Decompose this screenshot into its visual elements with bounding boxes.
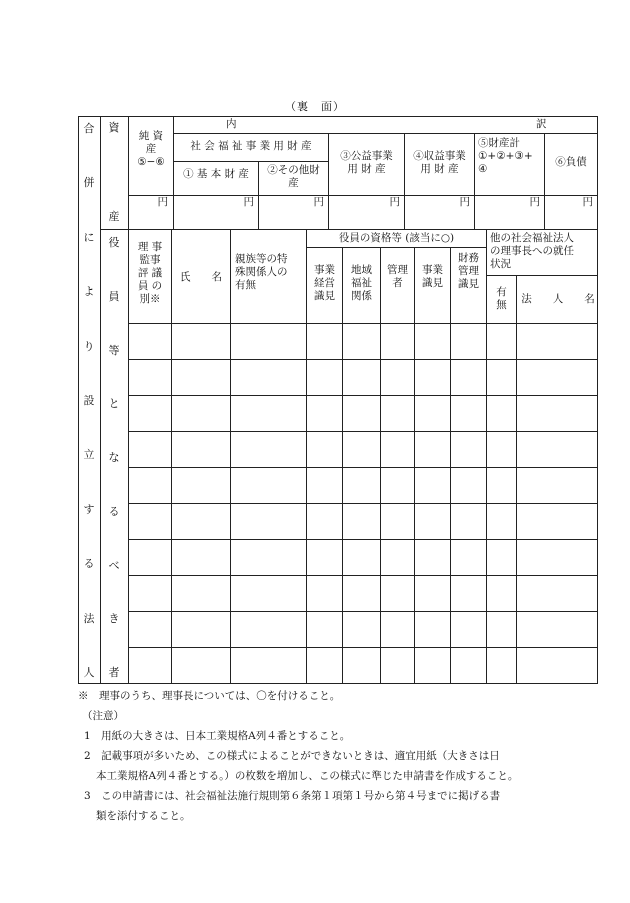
basic-assets-yen: 円 — [243, 196, 254, 208]
note-2-line2: 本工業規格A列４番とする。）の枚数を増加し、この様式に準じた申請書を作成すること。 — [96, 770, 519, 782]
officer-row-divider — [128, 611, 598, 612]
officer-row-divider — [128, 467, 598, 468]
total-assets-yen: 円 — [529, 196, 540, 208]
qualifications-header: 役員の資格等 (該当に○) — [338, 232, 455, 244]
merger-label-char: る — [83, 557, 95, 570]
debt-header: ⑥負債 — [555, 156, 587, 168]
note-1: 1 用紙の大きさは、日本工業規格A列４番とすること。 — [84, 730, 351, 742]
note-3-line2: 類を添付すること。 — [96, 810, 191, 822]
debt-yen: 円 — [582, 196, 593, 208]
other-corp-header: 他の社会福祉法人 の理事長への就任 状況 — [490, 232, 574, 270]
other-assets-yen: 円 — [313, 196, 324, 208]
officer-row-divider — [128, 575, 598, 576]
merger-label-char: に — [83, 231, 95, 244]
welfare-assets-header: 社 会 福 祉 事 業 用 財 産 — [190, 140, 312, 152]
officer-row-divider — [128, 395, 598, 396]
net-assets-yen: 円 — [157, 196, 168, 208]
public-assets-header: ③公益事業 用 財 産 — [340, 150, 393, 175]
application-form-table — [78, 116, 598, 684]
officers-label-char: と — [108, 397, 120, 410]
officers-label-char: べ — [108, 559, 120, 572]
assets-section-label-top: 資 — [108, 121, 120, 134]
merger-label-char: 人 — [83, 666, 95, 679]
merger-label-char: 合 — [83, 122, 95, 135]
officers-label-char: 等 — [108, 344, 120, 357]
other-corp-name: 法 人 名 — [521, 293, 595, 305]
profit-assets-yen: 円 — [459, 196, 470, 208]
total-assets-header: ⑤財産計 ①+②+③+ ④ — [478, 137, 533, 175]
net-assets-header: 純 資 産 ⑤−⑥ — [137, 130, 165, 168]
officers-label-char: 者 — [108, 666, 120, 679]
other-corp-yes-no: 有 無 — [496, 286, 507, 311]
officer-row-divider — [128, 539, 598, 540]
merger-label-char: よ — [83, 285, 95, 298]
qual-financial-management: 財務 管理 識見 — [458, 252, 479, 290]
qual-business-insight: 事業 識見 — [422, 264, 443, 289]
merger-label-char: 立 — [83, 448, 95, 461]
other-assets-header: ②その他財 産 — [267, 164, 320, 189]
officer-name-header: 氏 名 — [180, 271, 222, 283]
officers-label-char: る — [108, 505, 120, 518]
officers-label-char: 役 — [108, 236, 120, 249]
merger-label-char: 法 — [83, 612, 95, 625]
officer-role-header: 理 事 監事 評 議 員 の 別※ — [137, 241, 163, 305]
notes-section — [78, 686, 598, 826]
qual-manager: 管理 者 — [387, 264, 408, 289]
breakdown-label: 内 — [226, 118, 237, 130]
officers-label-char: 員 — [108, 290, 120, 303]
merger-label-char: り — [83, 340, 95, 353]
note-2-line1: 2 記載事項が多いため、この様式によることができないときは、適宜用紙（大きさは日 — [84, 750, 500, 762]
officer-row-divider — [128, 431, 598, 432]
merger-label-char: す — [83, 503, 95, 516]
merger-label-char: 設 — [83, 394, 95, 407]
merger-label-char: 併 — [83, 176, 95, 189]
breakdown-label-right: 訳 — [536, 118, 547, 130]
note-3-line1: 3 この申請書には、社会福祉法施行規則第６条第１項第１号から第４号までに掲げる書 — [84, 790, 501, 802]
qual-regional-welfare: 地域 福祉 関係 — [351, 264, 372, 302]
officer-row-divider — [128, 359, 598, 360]
profit-assets-header: ④収益事業 用 財 産 — [413, 150, 466, 175]
page-title: （裏 面） — [285, 100, 345, 113]
public-assets-yen: 円 — [389, 196, 400, 208]
basic-assets-header: ① 基 本 財 産 — [183, 168, 249, 180]
officer-relation-header: 親族等の特 殊関係人の 有無 — [235, 253, 288, 291]
officer-row-divider — [128, 503, 598, 504]
officer-row-divider — [128, 647, 598, 648]
assets-section-label-bottom: 産 — [108, 210, 120, 223]
officers-label-char: な — [108, 451, 120, 464]
notes-heading: （注意） — [82, 710, 124, 722]
note-star: ※ 理事のうち、理事長については、〇を付けること。 — [78, 690, 341, 702]
officers-label-char: き — [108, 612, 120, 625]
qual-business-management: 事業 経営 識見 — [314, 264, 335, 302]
